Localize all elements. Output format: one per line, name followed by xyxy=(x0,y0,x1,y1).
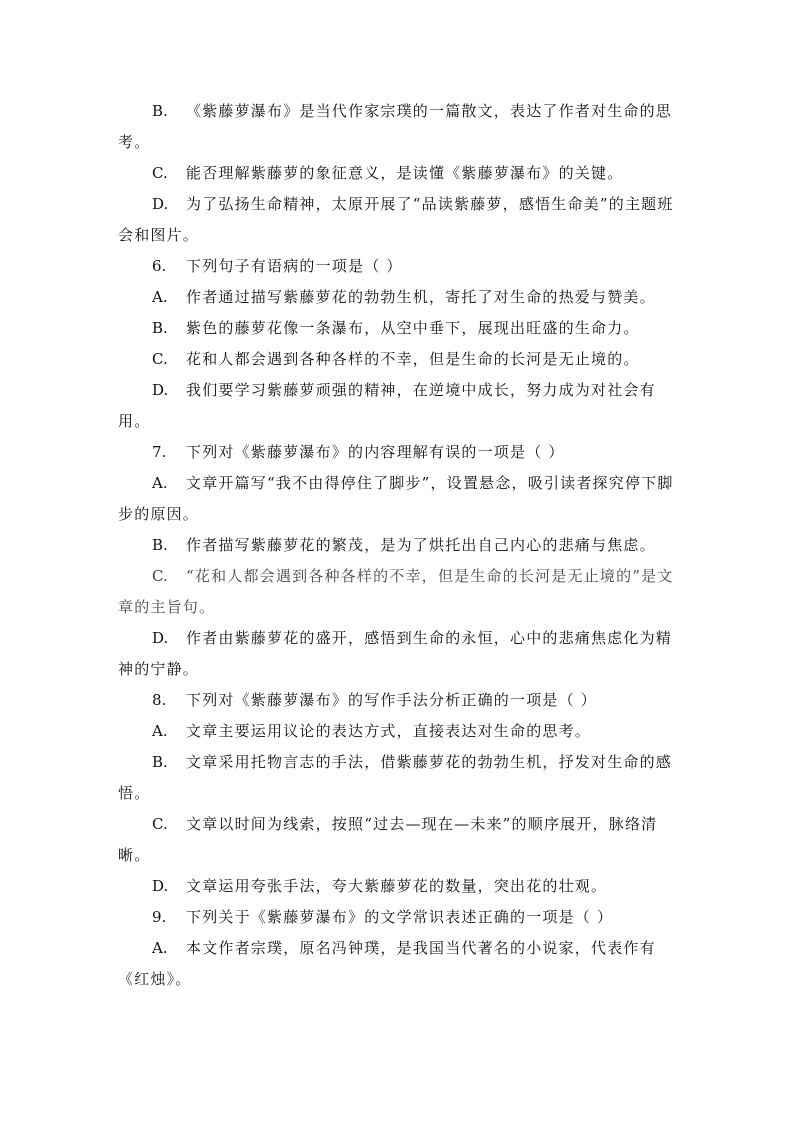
option-line xyxy=(118,282,678,313)
option-text: “花和人都会遇到各种各样的不幸，但是生命的长河是无止境的”是文章的主旨句。 xyxy=(118,567,674,616)
option-text: 《紫藤萝瀑布》是当代作家宗璞的一篇散文，表达了作者对生命的思考。 xyxy=(118,102,673,151)
option-text: 花和人都会遇到各种各样的不幸，但是生命的长河是无止境的。 xyxy=(186,350,640,368)
option-label: D. xyxy=(152,381,169,399)
option-label: D. xyxy=(152,195,169,213)
option-label: A. xyxy=(152,288,168,306)
option-text: 文章以时间为线索，按照“过去—现在—未来”的顺序展开，脉络清晰。 xyxy=(118,815,658,864)
question-stem xyxy=(118,251,678,282)
option-line xyxy=(118,716,678,747)
option-label: C. xyxy=(152,567,168,585)
option-line xyxy=(118,468,678,530)
option-line xyxy=(118,871,678,902)
option-text: 文章主要运用议论的表达方式，直接表达对生命的思考。 xyxy=(186,722,592,740)
option-label: D. xyxy=(152,629,169,647)
question-text: 下列关于《紫藤萝瀑布》的文学常识表述正确的一项是（ ） xyxy=(186,908,614,926)
option-line xyxy=(118,189,678,251)
option-label: A. xyxy=(152,474,168,492)
option-line xyxy=(118,623,678,685)
option-text: 文章开篇写“我不由得停住了脚步”，设置悬念，吸引读者探究停下脚步的原因。 xyxy=(118,474,674,523)
option-text: 作者由紫藤萝花的盛开，感悟到生命的永恒，心中的悲痛焦虑化为精神的宁静。 xyxy=(118,629,673,678)
question-number: 6. xyxy=(152,257,167,275)
option-text: 作者通过描写紫藤萝花的勃勃生机，寄托了对生命的热爱与赞美。 xyxy=(186,288,656,306)
option-line xyxy=(118,809,678,871)
question-number: 7. xyxy=(152,443,167,461)
option-line xyxy=(118,530,678,561)
option-text: 文章运用夸张手法，夸大紫藤萝花的数量，突出花的壮观。 xyxy=(186,877,608,895)
question-stem xyxy=(118,437,678,468)
question-text: 下列句子有语病的一项是（ ） xyxy=(186,257,403,275)
option-line xyxy=(118,313,678,344)
question-number: 9. xyxy=(152,908,167,926)
option-text: 紫色的藤萝花像一条瀑布，从空中垂下，展现出旺盛的生命力。 xyxy=(186,319,640,337)
option-text: 能否理解紫藤萝的象征意义，是读懂《紫藤萝瀑布》的关键。 xyxy=(186,164,624,182)
option-line xyxy=(118,158,678,189)
option-label: A. xyxy=(152,722,168,740)
option-text: 作者描写紫藤萝花的繁茂，是为了烘托出自己内心的悲痛与焦虑。 xyxy=(186,536,656,554)
option-text: 本文作者宗璞，原名冯钟璞，是我国当代著名的小说家，代表作有《红烛》。 xyxy=(118,939,656,988)
question-stem xyxy=(118,685,678,716)
option-label: A. xyxy=(152,939,168,957)
option-line xyxy=(118,933,678,995)
option-label: B. xyxy=(152,102,168,120)
option-label: C. xyxy=(152,815,168,833)
option-text: 为了弘扬生命精神，太原开展了“品读紫藤萝，感悟生命美”的主题班会和图片。 xyxy=(118,195,674,244)
question-text: 下列对《紫藤萝瀑布》的内容理解有误的一项是（ ） xyxy=(186,443,565,461)
question-text: 下列对《紫藤萝瀑布》的写作手法分析正确的一项是（ ） xyxy=(186,691,597,709)
option-text: 文章采用托物言志的手法，借紫藤萝花的勃勃生机，抒发对生命的感悟。 xyxy=(118,753,673,802)
option-label: B. xyxy=(152,319,168,337)
option-label: C. xyxy=(152,350,168,368)
option-line xyxy=(118,96,678,158)
option-label: B. xyxy=(152,753,168,771)
option-label: B. xyxy=(152,536,168,554)
question-number: 8. xyxy=(152,691,167,709)
option-line xyxy=(118,561,678,623)
option-line xyxy=(118,747,678,809)
option-label: D. xyxy=(152,877,169,895)
question-list xyxy=(118,96,678,995)
question-stem xyxy=(118,902,678,933)
option-line xyxy=(118,375,678,437)
option-label: C. xyxy=(152,164,168,182)
option-text: 我们要学习紫藤萝顽强的精神，在逆境中成长，努力成为对社会有用。 xyxy=(118,381,656,430)
option-line xyxy=(118,344,678,375)
